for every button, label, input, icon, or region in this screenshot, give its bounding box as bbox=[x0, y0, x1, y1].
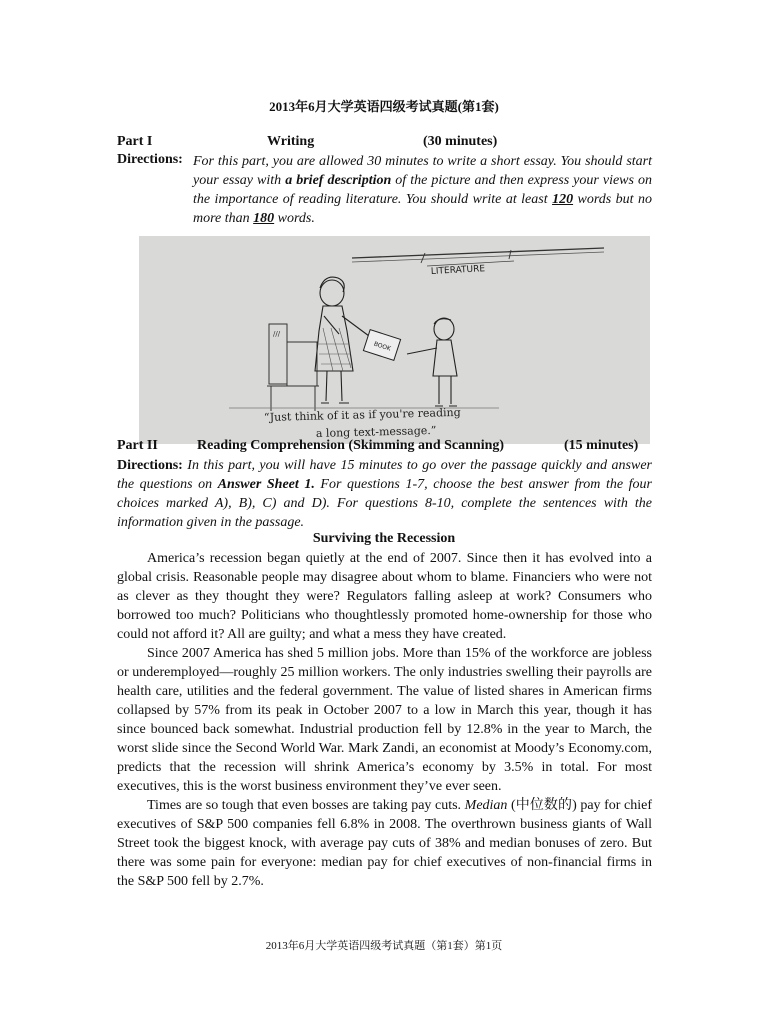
directions-text: In this part, you will have 15 minutes to go over the passage quickly and answer the questions on bbox=[117, 458, 652, 492]
part1-directions bbox=[193, 152, 652, 228]
article-paragraph: America’s recession began quietly at the end of 2007. Since then it has evolved into a global crisis. Reasonable people may disagree about whom to blame. Financiers who were not as clever as they thought they were? Regulators falling asleep at work? Consumers who borrowed too much? Politicians who thoughtlessly promoted home-ownership for those who could not afford it? All are guilty; and what a mess they have created. bbox=[117, 551, 652, 642]
directions-text: words. bbox=[274, 211, 315, 226]
directions-emphasis: Answer Sheet 1. bbox=[217, 477, 315, 492]
directions-text: words but no more than bbox=[193, 192, 653, 226]
cartoon-image bbox=[139, 236, 650, 444]
part2-label: Part II bbox=[117, 438, 158, 453]
page-footer: 2013年6月大学英语四级考试真题（第1套）第1页 bbox=[265, 940, 503, 952]
paragraph-text: Times are so tough that even bosses are taking pay cuts. bbox=[147, 798, 465, 813]
article-paragraph: Since 2007 America has shed 5 million jobs. More than 15% of the workforce are jobless or underemployed—roughly 25 million workers. The only industries swelling their payrolls are health care, utilities and the federal government. The value of listed shares in American firms collapsed by 57% from its peak in October 2007 to a low in March this year, though it has since bounced back somewhat. Industrial production fell by 12.8% in the year to March, the worst slide since the Second World War. Mark Zandi, an economist at Moody’s Economy.com, predicts that the recession will shrink America’s economy by 3.5% in total. For most executives, this is the worst business environment they’ve ever seen. bbox=[117, 646, 652, 794]
directions-text: of the picture and then express your views on the importance of reading literature. You should write at least bbox=[193, 173, 653, 207]
part1-label: Part I bbox=[117, 134, 153, 149]
directions-text: For questions 1-7, choose the best answer from the four choices marked A), B), C) and D). For questions 8-10, complete the sentences with the information given in the passage. bbox=[117, 477, 652, 530]
max-words: 180 bbox=[253, 211, 275, 226]
article-body bbox=[117, 549, 652, 891]
cartoon-caption-line1: “Just think of it as if you're reading bbox=[263, 405, 461, 424]
sign-text: LITERATURE bbox=[430, 264, 486, 277]
article-title: Surviving the Recession bbox=[312, 531, 456, 546]
svg-text:///: /// bbox=[273, 330, 281, 338]
desk bbox=[267, 324, 319, 411]
woman-figure bbox=[315, 277, 369, 403]
cartoon-caption-line2: a long text-message.” bbox=[315, 423, 437, 440]
part2-time: (15 minutes) bbox=[564, 438, 639, 453]
part2-directions-label: Directions: bbox=[117, 458, 183, 473]
chinese-gloss: (中位数的) bbox=[507, 798, 577, 813]
part2-directions bbox=[117, 456, 652, 532]
min-words: 120 bbox=[552, 192, 574, 207]
article-paragraph bbox=[117, 796, 652, 891]
book bbox=[363, 330, 400, 361]
cartoon-drawing bbox=[139, 236, 650, 444]
paragraph-text: pay for chief executives of S&P 500 companies fell 6.8% in 2008. The overthrown business giants of Wall Street took the biggest knock, with average pay cuts of 38% and median bonuses of zero. But there was some pain for everyone: median pay for chief executives of non-financial firms in the S&P 500 fell by 2.7%. bbox=[117, 798, 652, 889]
directions-text: For this part, you are allowed 30 minutes to write a short essay. You should start your essay with bbox=[193, 154, 652, 188]
part1-name: Writing bbox=[267, 134, 315, 149]
page-title: 2013年6月大学英语四级考试真题(第1套) bbox=[269, 99, 499, 114]
child-figure bbox=[407, 318, 457, 406]
part1-directions-label: Directions: bbox=[117, 152, 183, 167]
median-term: Median bbox=[464, 798, 508, 813]
directions-emphasis: a brief description bbox=[285, 173, 392, 188]
book-label: BOOK bbox=[372, 340, 392, 353]
part2-name: Reading Comprehension (Skimming and Scanning) bbox=[197, 438, 505, 453]
part1-time: (30 minutes) bbox=[423, 134, 498, 149]
